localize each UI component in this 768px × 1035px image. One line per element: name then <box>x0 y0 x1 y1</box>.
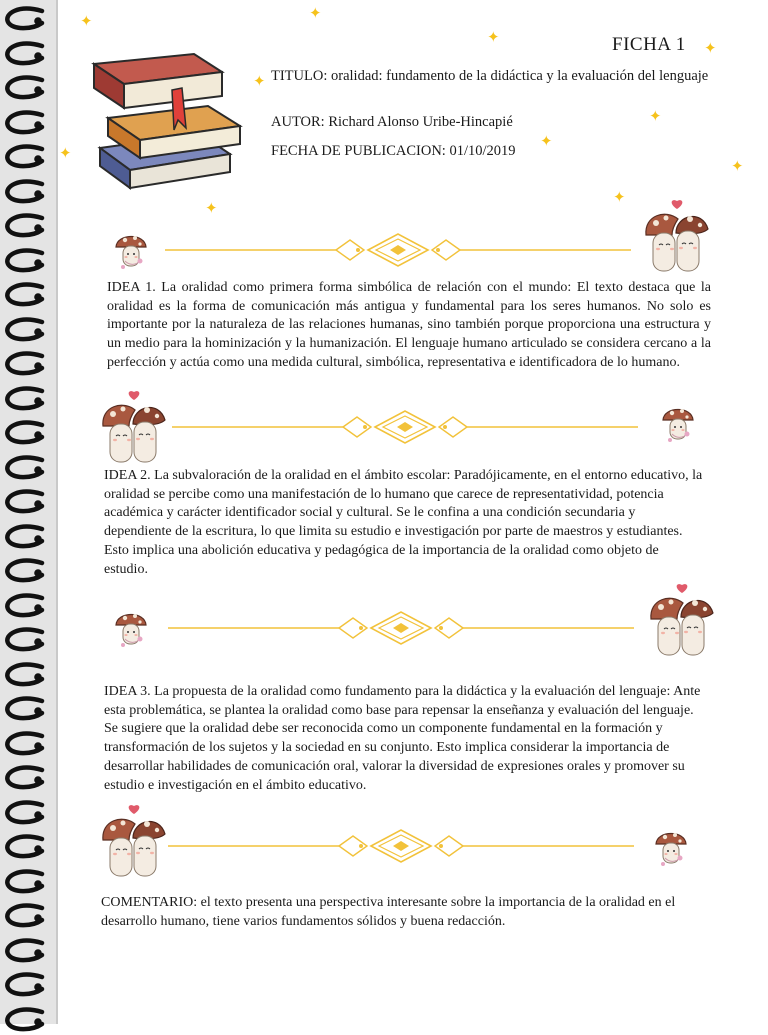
mushroom-couple <box>649 583 715 659</box>
spiral-ring <box>2 351 50 379</box>
sparkle-star-icon: ✦ <box>704 39 717 57</box>
spiral-ring <box>2 110 50 138</box>
spiral-ring <box>2 834 50 862</box>
spiral-ring <box>2 75 50 103</box>
spiral-ring <box>2 213 50 241</box>
sparkle-star-icon: ✦ <box>613 188 626 206</box>
spiral-ring <box>2 903 50 931</box>
mushroom-couple <box>101 390 167 466</box>
mushroom-character <box>660 402 696 446</box>
sparkle-star-icon: ✦ <box>540 132 553 150</box>
sparkle-star-icon: ✦ <box>59 144 72 162</box>
spiral-ring <box>2 800 50 828</box>
sparkle-star-icon: ✦ <box>487 28 500 46</box>
spiral-ring <box>2 179 50 207</box>
fecha-line: FECHA DE PUBLICACION: 01/10/2019 <box>271 143 516 159</box>
sparkle-star-icon: ✦ <box>649 107 662 125</box>
idea-2-text: IDEA 2. La subvaloración de la oralidad en el ámbito escolar: Paradójicamente, en el entorno educativo, la oralidad se percibe como una manifestación de lo humano que carece de representatividad, potencia académica y carácter identificador social y cultural. Se le confina a una condición secundaria y dependiente de la escritura, lo que limita su estudio e investigación por parte de maestros y estudiantes. Esto implica una abolición educativa y pedagógica de la importancia de la oralidad como objeto de estudio. <box>104 468 703 577</box>
spiral-ring <box>2 938 50 966</box>
spiral-ring <box>2 524 50 552</box>
spiral-ring <box>2 1007 50 1035</box>
mushroom-character <box>113 229 149 273</box>
books-illustration <box>90 50 250 190</box>
sparkle-star-icon: ✦ <box>309 4 322 22</box>
spiral-ring <box>2 696 50 724</box>
spiral-ring <box>2 6 50 34</box>
sparkle-star-icon: ✦ <box>205 199 218 217</box>
ficha-title: FICHA 1 <box>612 34 686 55</box>
spiral-ring <box>2 765 50 793</box>
gold-ornament-divider <box>172 409 638 445</box>
idea-1-text: IDEA 1. La oralidad como primera forma simbólica de relación con el mundo: El texto destaca que la oralidad es la forma de comunicación más antigua y fundamental para los seres humanos. No solo es importante por la naturaleza de las relaciones humanas, sino también porque proporciona una estructura y un medio para la hominización y la humanización. El lenguaje humano articulado se considera cercano a la perfección y actúa como una medida cultural, simbólica, representativa e identificadora de lo humano. <box>107 280 711 370</box>
comentario-text: COMENTARIO: el texto presenta una perspectiva interesante sobre la importancia de la oralidad en el desarrollo humano, tiene varios fundamentos sólidos y buena redacción. <box>101 895 676 929</box>
mushroom-character <box>113 607 149 651</box>
spiral-ring <box>2 869 50 897</box>
spiral-ring <box>2 386 50 414</box>
spiral-ring <box>2 489 50 517</box>
spiral-ring <box>2 627 50 655</box>
idea-3-text: IDEA 3. La propuesta de la oralidad como fundamento para la didáctica y la evaluación del lenguaje: Ante esta problemática, se plantea la oralidad como base para repensar la enseñanza y evaluación del lenguaje. Se sugiere que la oralidad debe ser reconocida como un componente fundamental en la formación y transformación de los sujetos y la sociedad en su conjunto. Esto implica considerar la importancia de desarrollar habilidades de comunicación oral, valorar la diversidad de expresiones orales y promover su estudio e investigación en el ámbito educativo. <box>104 684 701 793</box>
sparkle-star-icon: ✦ <box>253 72 266 90</box>
sparkle-star-icon: ✦ <box>731 157 744 175</box>
mushroom-character <box>653 826 689 870</box>
titulo-line: TITULO: oralidad: fundamento de la didáctica y la evaluación del lenguaje <box>271 68 709 84</box>
spiral-ring <box>2 558 50 586</box>
autor-line: AUTOR: Richard Alonso Uribe-Hincapié <box>271 114 513 130</box>
spiral-ring <box>2 317 50 345</box>
spiral-ring <box>2 593 50 621</box>
sparkle-star-icon: ✦ <box>80 12 93 30</box>
spiral-ring <box>2 248 50 276</box>
spiral-ring <box>2 41 50 69</box>
spiral-ring <box>2 662 50 690</box>
gold-ornament-divider <box>165 232 631 268</box>
spiral-ring <box>2 282 50 310</box>
spiral-ring <box>2 972 50 1000</box>
gold-ornament-divider <box>168 610 634 646</box>
gold-ornament-divider <box>168 828 634 864</box>
mushroom-couple <box>101 804 167 880</box>
spiral-ring <box>2 455 50 483</box>
mushroom-couple <box>644 199 710 275</box>
spiral-ring <box>2 731 50 759</box>
spiral-ring <box>2 144 50 172</box>
spiral-binding <box>0 0 58 1024</box>
spiral-ring <box>2 420 50 448</box>
